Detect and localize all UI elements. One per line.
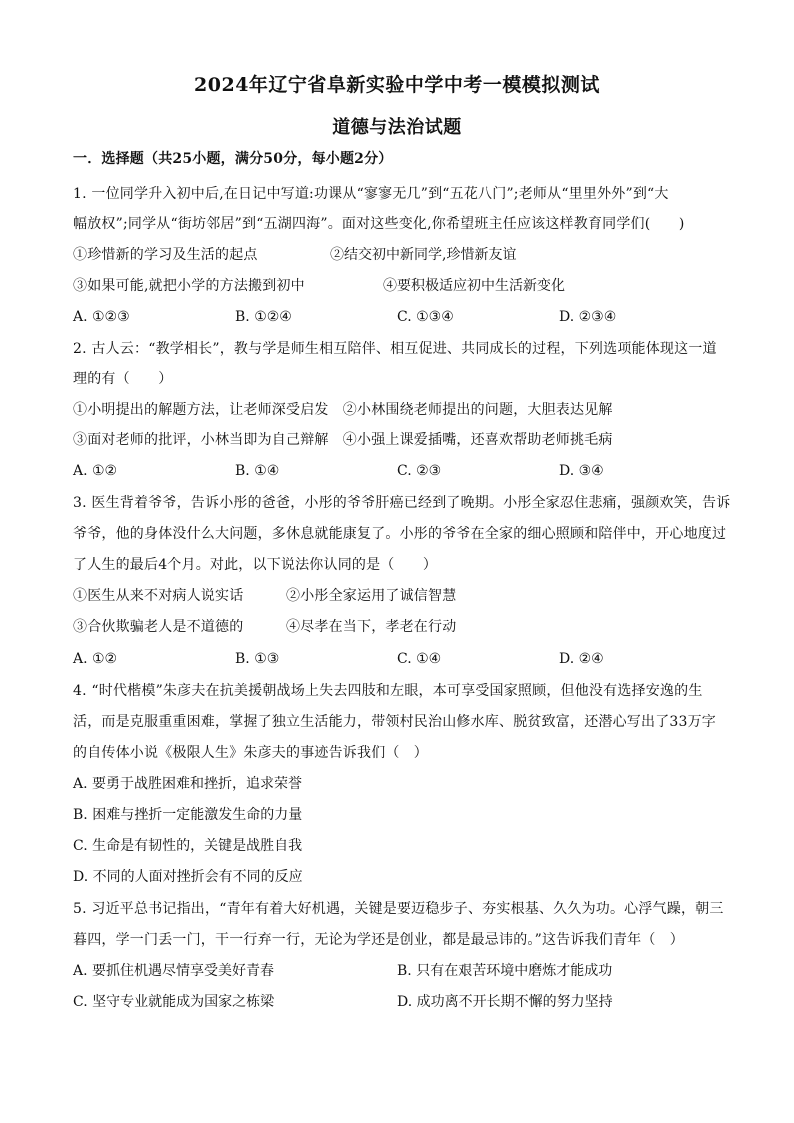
q1-statement-4: ④要积极适应初中生活新变化 — [383, 278, 565, 294]
q4-option-d[interactable]: D. 不同的人面对挫折会有不同的反应 — [73, 869, 303, 885]
q4-stem-line1: 4. “时代楷模”朱彦夫在抗美援朝战场上失去四肢和左眼，本可享受国家照顾，但他没有选择安逸的生 — [73, 683, 703, 699]
q5-option-d[interactable]: D. 成功离不开长期不懈的努力坚持 — [397, 994, 613, 1010]
q3-stem-line1: 3. 医生背着爷爷，告诉小彤的爸爸，小彤的爷爷肝癌已经到了晚期。小彤全家忍住悲痛，强颜欢笑，告诉 — [73, 495, 731, 511]
q5-stem-line2: 暮四，学一门丢一门，干一行弃一行，无论为学还是创业，都是最忌讳的。”这告诉我们青年（ ） — [73, 932, 684, 948]
q3-stem-line3: 了人生的最后4个月。对此，以下说法你认同的是（ ） — [73, 557, 438, 573]
q1-statement-2: ②结交初中新同学,珍惜新友谊 — [330, 247, 517, 263]
q2-statements-1-2: ①小明提出的解题方法，让老师深受启发 ②小林围绕老师提出的问题，大胆表达见解 — [73, 402, 613, 418]
q5-stem-line1: 5. 习近平总书记指出，“青年有着大好机遇，关键是要迈稳步子、夯实根基、久久为功。心浮气躁，朝三 — [73, 901, 724, 917]
q2-option-d[interactable]: D. ③④ — [559, 463, 604, 479]
q4-option-c[interactable]: C. 生命是有韧性的，关键是战胜自我 — [73, 838, 303, 854]
q3-statements-1-2: ①医生从来不对病人说实话 ②小彤全家运用了诚信智慧 — [73, 588, 457, 604]
q2-option-a[interactable]: A. ①② — [73, 463, 118, 479]
q3-stem-line2: 爷爷，他的身体没什么大问题，多休息就能康复了。小彤的爷爷在全家的细心照顾和陪伴中，开心地度过 — [73, 526, 727, 542]
q2-stem-line2: 理的有（ ） — [73, 371, 173, 387]
page-title: 2024年辽宁省阜新实验中学中考一模模拟测试 — [194, 74, 600, 96]
q1-stem-line1: 1. 一位同学升入初中后,在日记中写道:功课从“寥寥无几”到“五花八门”;老师从“里里外外”到“大 — [73, 186, 669, 202]
q1-stem-line2: 幅放权”;同学从“街坊邻居”到“五湖四海”。面对这些变化,你希望班主任应该这样教育同学们( ) — [73, 216, 685, 232]
q2-stem-line1: 2. 古人云：“教学相长”，教与学是师生相互陪伴、相互促进、共同成长的过程，下列选项能体现这一道 — [73, 341, 717, 357]
q4-option-a[interactable]: A. 要勇于战胜困难和挫折，追求荣誉 — [73, 776, 303, 792]
q2-option-c[interactable]: C. ②③ — [397, 463, 442, 479]
q1-option-b[interactable]: B. ①②④ — [235, 309, 292, 325]
q3-option-b[interactable]: B. ①③ — [235, 651, 280, 667]
q4-stem-line3: 的自传体小说《极限人生》朱彦夫的事迹告诉我们（ ） — [73, 745, 428, 761]
q1-statement-3: ③如果可能,就把小学的方法搬到初中 — [73, 278, 305, 294]
q5-option-b[interactable]: B. 只有在艰苦环境中磨炼才能成功 — [397, 963, 613, 979]
q1-option-c[interactable]: C. ①③④ — [397, 309, 454, 325]
q4-stem-line2: 活，而是克服重重困难，掌握了独立生活能力，带领村民治山修水库、脱贫致富，还潜心写出了33万字 — [73, 714, 717, 730]
q1-option-a[interactable]: A. ①②③ — [73, 309, 130, 325]
q3-statements-3-4: ③合伙欺骗老人是不道德的 ④尽孝在当下，孝老在行动 — [73, 619, 457, 635]
q2-option-b[interactable]: B. ①④ — [235, 463, 280, 479]
q5-option-a[interactable]: A. 要抓住机遇尽情享受美好青春 — [73, 963, 275, 979]
page-subtitle: 道德与法治试题 — [332, 117, 462, 138]
q2-statements-3-4: ③面对老师的批评，小林当即为自己辩解 ④小强上课爱插嘴，还喜欢帮助老师挑毛病 — [73, 432, 613, 448]
q3-option-a[interactable]: A. ①② — [73, 651, 118, 667]
q4-option-b[interactable]: B. 困难与挫折一定能激发生命的力量 — [73, 807, 303, 823]
q5-option-c[interactable]: C. 坚守专业就能成为国家之栋梁 — [73, 994, 275, 1010]
q1-statement-1: ①珍惜新的学习及生活的起点 — [73, 247, 258, 263]
section-heading: 一．选择题（共25小题，满分50分，每小题2分） — [73, 151, 393, 167]
q3-option-c[interactable]: C. ①④ — [397, 651, 442, 667]
q1-option-d[interactable]: D. ②③④ — [559, 309, 617, 325]
q3-option-d[interactable]: D. ②④ — [559, 651, 604, 667]
